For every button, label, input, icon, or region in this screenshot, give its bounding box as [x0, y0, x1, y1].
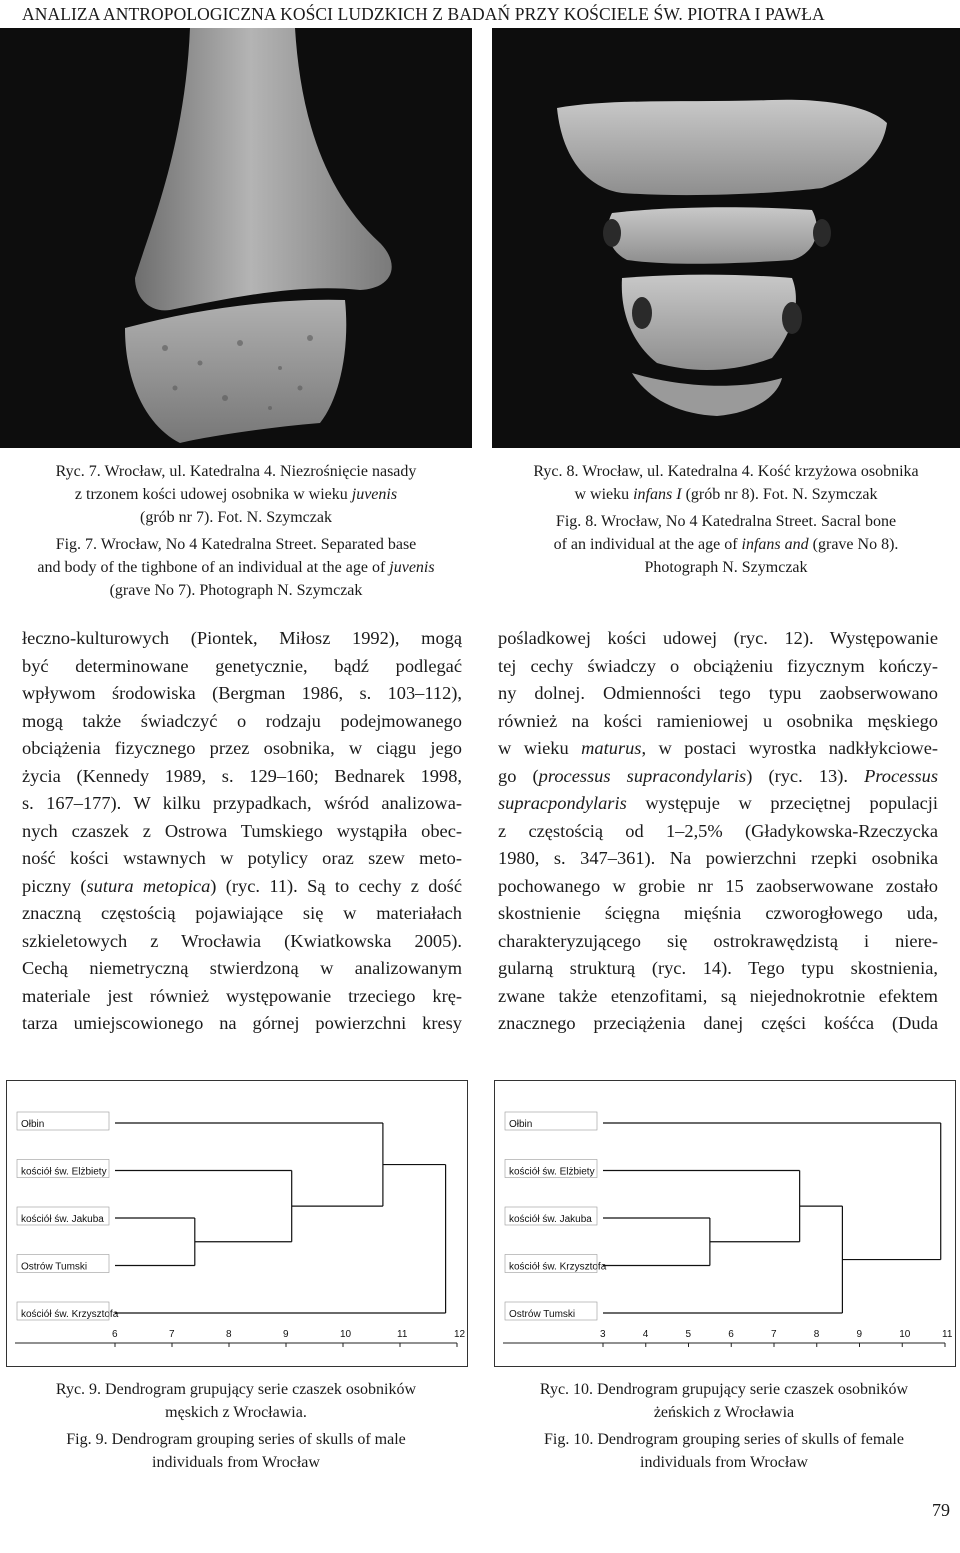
text-line: znacznego przeciążenia danej części kośćca (Duda [498, 1013, 938, 1033]
sacrum-illustration [492, 28, 960, 448]
caption-fig10-pl-line2: żeńskich z Wrocławia [653, 1404, 795, 1421]
caption-fig10-en-line2: individuals from Wrocław [640, 1454, 808, 1471]
caption-fig8-pl-line1: Ryc. 8. Wrocław, ul. Katedralna 4. Kość krzyżowa osobnika [533, 463, 919, 480]
text-line: zwane także etenzofitami, są niejednokrotnie efektem [498, 985, 938, 1006]
text-line: obciążenia fizycznego przez osobnika, w ciągu jego [22, 738, 462, 758]
text-line: supracpondylaris występuje w przeciętnej populacji [498, 793, 938, 813]
caption-fig9-pl-line1: Ryc. 9. Dendrogram grupujący serie czaszek osobników [55, 1381, 417, 1398]
running-head: ANALIZA ANTROPOLOGICZNA KOŚCI LUDZKICH Z BADAŃ PRZY KOŚCIELE ŚW. PIOTRA I PAWŁA [22, 4, 825, 24]
text-line: szkieletowych z Wrocławia (Kwiatkowska 2005). [22, 930, 462, 951]
caption-fig9-en-line2: individuals from Wrocław [152, 1454, 320, 1471]
text-line: znaczną częstością pojawiające się w materiałach [22, 903, 462, 923]
text-line: również na kości ramieniowej u osobnika męskiego [498, 710, 938, 731]
caption-fig7-pl-line1: Ryc. 7. Wrocław, ul. Katedralna 4. Niezrośnięcie nasady [55, 463, 417, 480]
caption-fig7-pl-line2: z trzonem kości udowej osobnika w wieku juvenis [74, 486, 398, 503]
text-line: pochowanego w grobie nr 15 zaobserwowane zostało [498, 875, 938, 896]
text-line: go (processus supracondylaris) (ryc. 13). Processus [498, 765, 938, 786]
page-number: 79 [932, 1500, 950, 1520]
body-column-right [498, 625, 938, 1038]
caption-fig10-pl-line1: Ryc. 10. Dendrogram grupujący serie czaszek osobników [539, 1381, 909, 1398]
photo-sacrum-fig8 [492, 28, 960, 448]
x-tick-label: 8 [813, 1329, 820, 1340]
caption-fig7-en-line3: (grave No 7). Photograph N. Szymczak [109, 582, 363, 599]
text-line: ność kości wstawnych w potylicy oraz szew meto- [22, 848, 462, 868]
text-line: materiale jest również występowanie trzeciego krę- [22, 985, 462, 1006]
x-tick-label: 6 [112, 1329, 118, 1340]
femur-illustration [0, 28, 472, 448]
text-line: tarza umiejscowionego na górnej powierzchni kresy [22, 1013, 462, 1033]
text-line: piczny (sutura metopica) (ryc. 11). Są to cechy z dość [22, 875, 462, 896]
leaf-label: kościół św. Krzysztofa [21, 1309, 119, 1320]
caption-fig8-en-line1: Fig. 8. Wrocław, No 4 Katedralna Street. Sacral bone [555, 513, 897, 530]
x-tick-label: 7 [771, 1329, 777, 1340]
photo-femur-fig7 [0, 28, 472, 448]
caption-fig10-en-line1: Fig. 10. Dendrogram grouping series of skulls of female [544, 1431, 904, 1448]
text-line: 1980, s. 347–361). Na powierzchni rzepki osobnika [498, 848, 938, 868]
text-line: gularną strukturą (ryc. 14). Tego typu skostnienia, [498, 958, 938, 978]
dendrogram-fig9 [6, 1080, 468, 1367]
leaf-label: Ostrów Tumski [509, 1309, 576, 1320]
caption-fig7 [0, 460, 472, 602]
caption-fig10 [494, 1378, 954, 1474]
x-tick-label: 7 [169, 1329, 175, 1340]
caption-fig7-en-line1: Fig. 7. Wrocław, No 4 Katedralna Street. Separated base [55, 536, 417, 553]
dendrogram-fig10 [494, 1080, 956, 1367]
text-line: ny dolnej. Odmienności tego typu zaobserwowano [498, 683, 938, 703]
x-tick-label: 8 [226, 1329, 232, 1340]
leaf-label: kościół św. Jakuba [21, 1214, 104, 1225]
text-line: tej cechy świadczy o obciążeniu fizycznym kończy- [498, 655, 938, 676]
text-line: być determinowane genetycznie, bądź podlegać [22, 655, 462, 676]
caption-fig8 [492, 460, 960, 579]
leaf-label: Ołbin [509, 1119, 533, 1130]
text-line: charakteryzującego się ostrokrawędzistą i niere- [498, 930, 938, 951]
leaf-label: kościół św. Elżbiety [509, 1166, 595, 1178]
leaf-label: Ołbin [21, 1119, 45, 1130]
x-tick-label: 4 [642, 1329, 649, 1340]
caption-fig7-en-line2: and body of the tighbone of an individual at the age of juvenis [37, 559, 435, 576]
x-tick-label: 9 [283, 1329, 289, 1340]
text-line: pośladkowej kości udowej (ryc. 12). Występowanie [498, 628, 938, 648]
x-tick-label: 5 [685, 1329, 692, 1340]
x-tick-label: 9 [856, 1329, 863, 1340]
text-line: wpływom środowiska (Bergman 1986, s. 103–112), [22, 683, 462, 703]
caption-fig8-pl-line2: w wieku infans I (grób nr 8). Fot. N. Szymczak [574, 486, 878, 503]
x-tick-label: 11 [942, 1329, 953, 1340]
caption-fig9-en-line1: Fig. 9. Dendrogram grouping series of skulls of male [66, 1431, 406, 1448]
leaf-label: Ostrów Tumski [21, 1261, 88, 1273]
caption-fig9 [6, 1378, 466, 1474]
text-line: w wieku maturus, w postaci wyrostka nadkłykciowe- [498, 738, 938, 758]
text-line: łeczno-kulturowych (Piontek, Miłosz 1992), mogą [22, 628, 462, 648]
dendrogram-fig9-svg [7, 1081, 467, 1366]
leaf-label: kościół św. Jakuba [509, 1214, 592, 1225]
caption-fig7-pl-line3: (grób nr 7). Fot. N. Szymczak [140, 509, 332, 526]
dendrogram-fig10-svg [495, 1081, 955, 1366]
text-line: skostnienie ścięgna mięśnia czworogłowego uda, [498, 903, 938, 923]
caption-fig8-en-line3: Photograph N. Szymczak [644, 559, 808, 576]
x-tick-label: 11 [397, 1329, 408, 1340]
text-line: mogą także świadczyć o rodzaju podejmowanego [22, 710, 462, 731]
text-line: życia (Kennedy 1989, s. 129–160; Bednarek 1998, [22, 765, 462, 786]
text-line: s. 167–177). W kilku przypadkach, wśród analizowa- [22, 793, 462, 813]
caption-fig9-pl-line2: męskich z Wrocławia. [165, 1404, 307, 1421]
x-tick-label: 3 [600, 1329, 606, 1340]
text-line: nych czaszek z Ostrowa Tumskiego wystąpiła obec- [22, 820, 462, 841]
leaf-label: kościół św. Elżbiety [21, 1166, 107, 1178]
text-line: Cechą niemetryczną stwierdzoną w analizowanym [22, 958, 462, 978]
text-line: z częstością od 1–2,5% (Gładykowska-Rzeczycka [498, 820, 938, 841]
x-tick-label: 10 [340, 1329, 352, 1340]
caption-fig8-en-line2: of an individual at the age of infans and (grave No 8). [553, 536, 899, 553]
leaf-label: kościół św. Krzysztofa [509, 1261, 607, 1273]
body-column-left [22, 625, 462, 1038]
x-tick-label: 6 [728, 1329, 734, 1340]
x-tick-label: 10 [899, 1329, 911, 1340]
x-tick-label: 12 [454, 1329, 466, 1340]
